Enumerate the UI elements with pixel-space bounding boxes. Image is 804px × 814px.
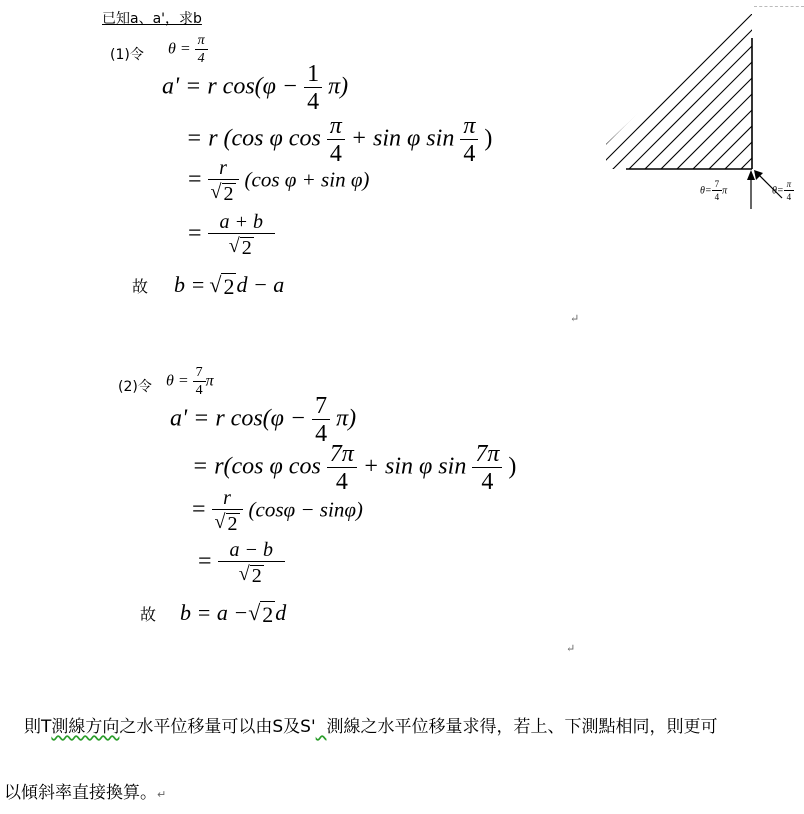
part2-equation-line2: = r(cos φ cos $\frac{7\pi}{4}$ + sin φ sin $\frac{7\pi}{4}$ ) [192, 441, 517, 495]
part1-theta: θ = $\frac{\pi}{4}$ [168, 34, 208, 66]
part1-equation-line2: = r (cos φ cos $\frac{\pi}{4}$ + sin φ sin $\frac{\pi}{4}$ ) [186, 113, 493, 167]
part2-theta: θ = $\frac{7}{4}$ π [166, 365, 214, 398]
part1-equation-line1: a' = r cos(φ − $\frac{1}{4}$ π) [162, 61, 349, 115]
part2-equation-line4: = $\frac{a - b}{√ 2}$ [198, 540, 285, 586]
part2-equation-line3: = $\frac{r}{√ 2}$ (cosφ − sinφ) [192, 487, 363, 535]
part2-conclusion: 故 b = a −√2d [140, 600, 287, 628]
page-corner-mark [754, 0, 804, 7]
part1-equation-line4: = $\frac{a + b}{√ 2}$ [188, 212, 275, 258]
paragraph-mark-2: ↵ [566, 643, 576, 655]
part1-conclusion: 故 b = √2d − a [132, 272, 285, 300]
part1-label: (1)令 [110, 47, 144, 63]
arrow-vertical-head [747, 170, 755, 180]
explanation-line-1: 則T測線方向之水平位移量可以由S及S' 測線之水平位移量求得，若上、下測點相同，則更可 [24, 717, 718, 737]
arrow-diagonal-head [754, 170, 763, 180]
diagram-label-left: θ= $\frac{7}{4}$ π [700, 179, 728, 202]
problem-statement: 已知a、a'，求b [102, 11, 202, 27]
explanation-line-2: 以傾斜率直接換算。↵ [4, 783, 167, 803]
paragraph-mark: ↵ [570, 313, 580, 325]
part1-equation-line3: = $\frac{r}{√ 2}$ (cos φ + sin φ) [188, 157, 370, 205]
part2-label: (2)令 [118, 379, 152, 395]
diagram-label-right: θ= $\frac{\pi}{4}$ [772, 180, 794, 202]
part2-equation-line1: a' = r cos(φ − $\frac{7}{4}$ π) [170, 393, 357, 447]
